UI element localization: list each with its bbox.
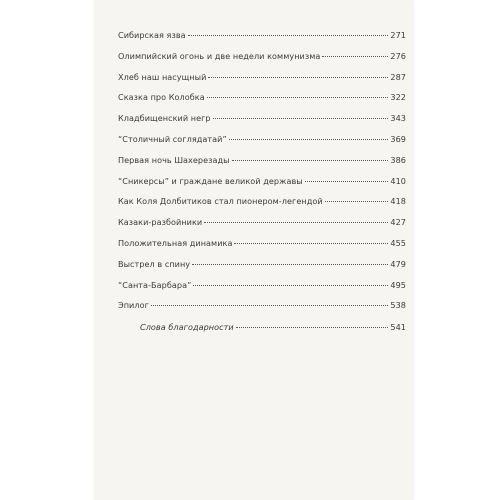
toc-entry-title: Олимпийский огонь и две недели коммунизма [118,50,321,61]
toc-leader-dots [204,222,388,223]
toc-leader-dots [305,181,389,182]
toc-entry-title: Сказка про Колобка [118,92,205,103]
toc-leader-dots [151,305,389,306]
toc-entry [118,171,406,192]
toc-entry [118,295,406,316]
toc-leader-dots [236,327,389,328]
toc-leader-dots [232,160,389,161]
toc-entry-title: Эпилог [118,300,149,311]
toc-leader-dots [213,118,389,119]
toc-leader-dots [322,56,388,57]
toc-entry-page: 541 [390,322,406,333]
toc-entry-title: Сибирская язва [118,30,186,40]
toc-entry [118,212,406,233]
toc-entry-page: 427 [390,217,406,228]
toc-entry-title: Первая ночь Шахерезады [118,154,230,165]
toc-entry-acknowledgements [118,317,406,338]
toc-entry-page: 479 [390,258,406,269]
toc-entry-page: 369 [390,133,406,144]
toc-entry-title: Положительная динамика [118,237,233,248]
toc-entry [118,233,406,254]
toc-entry-title: “Сникерсы” и граждане великой державы [118,175,303,186]
toc-leader-dots [325,201,389,202]
toc-entry-page: 276 [390,50,406,61]
toc-leader-dots [193,285,388,286]
toc-entry [118,67,406,88]
table-of-contents [118,25,406,338]
toc-entry-page: 538 [390,300,406,311]
toc-entry [118,129,406,150]
toc-entry-page: 322 [390,92,406,103]
toc-entry-title: Как Коля Долбитиков стал пионером-легендой [118,196,323,207]
toc-entry-page: 495 [390,279,406,290]
toc-entry-title: Слова благодарности [140,322,234,333]
book-page [94,0,414,500]
toc-entry-title: Кладбищенский негр [118,113,211,124]
toc-leader-dots [229,139,389,140]
toc-entry [118,254,406,275]
toc-entry [118,25,406,46]
toc-entry-page: 418 [390,196,406,207]
toc-leader-dots [208,77,388,78]
toc-entry-page: 455 [390,237,406,248]
toc-leader-dots [192,264,388,265]
toc-entry-page: 343 [390,113,406,124]
toc-leader-dots [234,243,388,244]
toc-leader-dots [188,35,389,36]
toc-entry [118,191,406,212]
toc-entry-title: Хлеб наш насущный [118,71,207,82]
toc-entry [118,275,406,296]
toc-entry-title: “Санта-Барбара” [118,279,192,290]
toc-entry [118,46,406,67]
toc-entry [118,87,406,108]
toc-entry-page: 271 [390,30,406,40]
toc-entry-page: 410 [390,175,406,186]
toc-entry [118,108,406,129]
toc-entry-title: Выстрел в спину [118,258,191,269]
toc-entry-title: Казаки-разбойники [118,217,203,228]
toc-entry [118,150,406,171]
toc-entry-page: 386 [390,154,406,165]
toc-entry-page: 287 [390,71,406,82]
toc-leader-dots [207,97,389,98]
toc-entry-title: “Столичный соглядатай” [118,133,227,144]
